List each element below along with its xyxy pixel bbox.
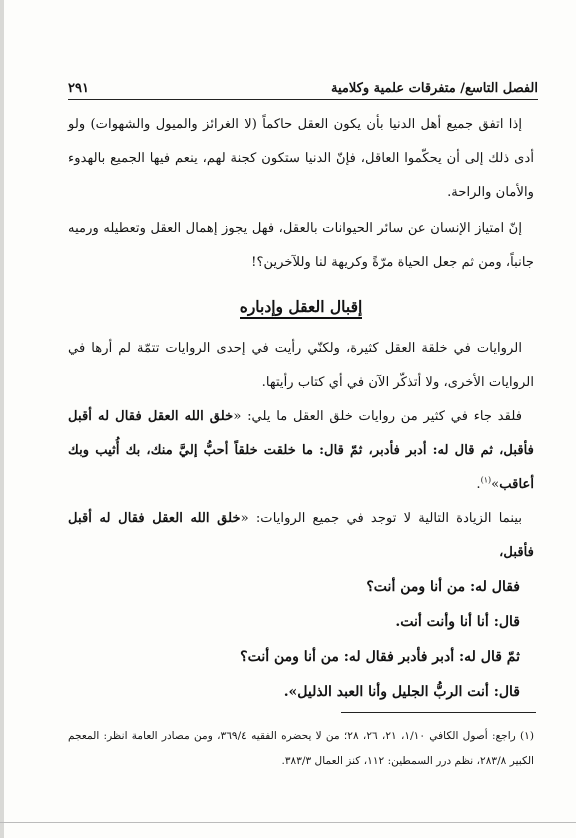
quote-close-mark: » bbox=[491, 477, 500, 492]
paragraph-4-intro: فلقد جاء في كثير من روايات خلق العقل ما يلي: « bbox=[233, 409, 523, 424]
page-body bbox=[68, 108, 534, 710]
footnote-reference[interactable]: (١) bbox=[480, 475, 492, 485]
page-edge-shadow bbox=[0, 0, 4, 838]
paragraph-1: إذا اتفق جميع أهل الدنيا بأن يكون العقل حاكماً (لا الغرائز والميول والشهوات) ولو أدى ذلك إلى أن يحكّموا العاقل، فإنّ الدنيا ستكون كجنة لهم، ينعم فيها الجميع بالهدوء والأمان والراحة. bbox=[68, 117, 534, 200]
dialog-line-1: فقال له: من أنا ومن أنت؟ bbox=[366, 579, 520, 595]
page-number: ٢٩١ bbox=[68, 81, 89, 96]
paragraph-5 bbox=[68, 502, 534, 570]
section-heading-text: إقبال العقل وإدباره bbox=[240, 297, 363, 319]
chapter-title: الفصل التاسع/ متفرقات علمية وكلامية bbox=[331, 81, 538, 96]
paragraph-5-intro: بينما الزيادة التالية لا توجد في جميع الروايات: « bbox=[240, 511, 522, 526]
running-header bbox=[68, 70, 538, 100]
footnote: (١) راجع: أصول الكافي ١/١٠، ٢١، ٢٦، ٢٨؛ من لا يحضره الفقيه ٣٦٩/٤، ومن مصادر العامة انظر: المعجم الكبير ٢٨٣/٨، نظم درر السمطين: ١١٢، كنز العمال ٣٨٣/٣. bbox=[68, 730, 534, 767]
dialog-line-4: قال: أنت الربُّ الجليل وأنا العبد الذليل». bbox=[283, 684, 520, 700]
dialog-line-3: ثمّ قال له: أدبر فأدبر فقال له: من أنا ومن أنت؟ bbox=[240, 649, 520, 665]
section-heading bbox=[68, 290, 534, 324]
paragraph-3: الروايات في خلقة العقل كثيرة، ولكنّي رأيت في إحدى الروايات تتمّة لم أرها في الروايات الأخرى، ولا أتذكّر الآن في أي كتاب رأيتها. bbox=[68, 341, 534, 390]
page-bottom-edge bbox=[0, 822, 576, 823]
paragraph-4 bbox=[68, 400, 534, 502]
paragraph-2: إنّ امتياز الإنسان عن سائر الحيوانات بالعقل، فهل يجوز إهمال العقل وتعطيله ورميه جانباً، ومن ثم جعل الحياة مرّةً وكريهة لنا وللآخرين؟! bbox=[68, 221, 534, 270]
footnote-separator bbox=[341, 712, 536, 713]
hadith-quote-1: خلق الله العقل فقال له أقبل فأقبل، ثم قال له: أدبر فأدبر، ثمّ قال: ما خلقت خلقاً أحبُّ إليَّ منك، بك أُثيب وبك أعاقب bbox=[68, 409, 534, 492]
hadith-quote-2: خلق الله العقل فقال له أقبل فأقبل، bbox=[68, 511, 534, 560]
paragraph-4-period: . bbox=[476, 477, 481, 492]
dialog-line-2: قال: أنا أنا وأنت أنت. bbox=[395, 614, 520, 630]
